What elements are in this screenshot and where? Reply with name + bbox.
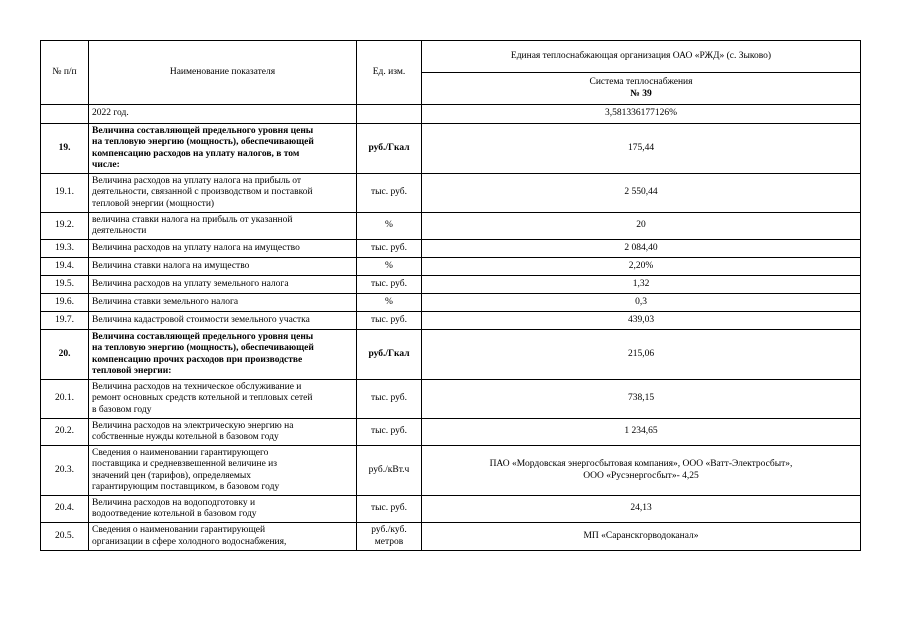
row-unit: руб./Гкал — [357, 124, 422, 174]
row-name: Величина составляющей предельного уровня цены на тепловую энергию (мощность), обеспечивающей компенсацию расходов на уплату налогов, в том числе: — [89, 124, 357, 174]
tariff-table — [40, 40, 861, 551]
row-unit: руб./Гкал — [357, 330, 422, 380]
row-value: 439,03 — [422, 312, 861, 330]
system-label: Система теплоснабжения — [589, 77, 693, 88]
year-unit — [357, 105, 422, 124]
table-row — [41, 523, 861, 551]
row-unit: тыс. руб. — [357, 419, 422, 446]
table-row — [41, 330, 861, 380]
row-number: 19.5. — [41, 276, 89, 294]
row-number: 19.2. — [41, 213, 89, 240]
row-number: 20.1. — [41, 380, 89, 419]
table-row — [41, 446, 861, 496]
row-value: 2 550,44 — [422, 174, 861, 213]
row-number: 19. — [41, 124, 89, 174]
row-name: Величина расходов на техническое обслуживание и ремонт основных средств котельной и тепловых сетей в базовом году — [89, 380, 357, 419]
row-value: 20 — [422, 213, 861, 240]
row-value: 2 084,40 — [422, 240, 861, 258]
row-value: 738,15 — [422, 380, 861, 419]
row-number: 20. — [41, 330, 89, 380]
row-unit: тыс. руб. — [357, 174, 422, 213]
row-name: Величина расходов на уплату налога на имущество — [89, 240, 357, 258]
row-name: величина ставки налога на прибыль от указанной деятельности — [89, 213, 357, 240]
row-name: Величина расходов на уплату земельного налога — [89, 276, 357, 294]
row-number: 19.7. — [41, 312, 89, 330]
row-unit: % — [357, 258, 422, 276]
header-num: № п/п — [41, 41, 89, 105]
table-row — [41, 213, 861, 240]
table-row — [41, 312, 861, 330]
year-label: 2022 год. — [89, 105, 357, 124]
row-name: Величина расходов на электрическую энергию на собственные нужды котельной в базовом году — [89, 419, 357, 446]
table-row — [41, 380, 861, 419]
table-row — [41, 124, 861, 174]
header-unit: Ед. изм. — [357, 41, 422, 105]
row-value: 175,44 — [422, 124, 861, 174]
table-row — [41, 258, 861, 276]
row-unit: тыс. руб. — [357, 312, 422, 330]
row-number: 20.2. — [41, 419, 89, 446]
row-name: Сведения о наименовании гарантирующей организации в сфере холодного водоснабжения, — [89, 523, 357, 551]
row-unit: тыс. руб. — [357, 496, 422, 523]
row-number: 19.3. — [41, 240, 89, 258]
table-row — [41, 419, 861, 446]
row-value: МП «Саранскгорводоканал» — [422, 523, 861, 551]
row-unit: тыс. руб. — [357, 276, 422, 294]
table-row — [41, 240, 861, 258]
table-body — [41, 124, 861, 551]
row-number: 20.4. — [41, 496, 89, 523]
row-name: Величина расходов на водоподготовку и водоотведение котельной в базовом году — [89, 496, 357, 523]
row-value: ПАО «Мордовская энергосбытовая компания», ООО «Ватт-Электросбыт», ООО «Русэнергосбыт»- 4,25 — [422, 446, 861, 496]
row-value: 215,06 — [422, 330, 861, 380]
row-unit: тыс. руб. — [357, 240, 422, 258]
header-system — [422, 73, 861, 105]
header-name: Наименование показателя — [89, 41, 357, 105]
row-name: Величина кадастровой стоимости земельного участка — [89, 312, 357, 330]
row-value: 0,3 — [422, 294, 861, 312]
row-unit: % — [357, 294, 422, 312]
year-value: 3,581336177126% — [422, 105, 861, 124]
table-row — [41, 174, 861, 213]
row-name: Сведения о наименовании гарантирующего поставщика и средневзвешенной величине из значений цен (тарифов), определяемых гарантирующим поставщиком, в базовом году — [89, 446, 357, 496]
table-row — [41, 294, 861, 312]
row-name: Величина расходов на уплату налога на прибыль от деятельности, связанной с производством и поставкой тепловой энергии (мощности) — [89, 174, 357, 213]
row-value: 24,13 — [422, 496, 861, 523]
header-org: Единая теплоснабжающая организация ОАО «РЖД» (с. Зыково) — [422, 41, 861, 73]
row-unit: руб./куб. метров — [357, 523, 422, 551]
row-value: 1 234,65 — [422, 419, 861, 446]
row-number: 20.3. — [41, 446, 89, 496]
row-name: Величина составляющей предельного уровня цены на тепловую энергию (мощность), обеспечивающей компенсацию прочих расходов при производстве тепловой энергии: — [89, 330, 357, 380]
row-unit: % — [357, 213, 422, 240]
year-num — [41, 105, 89, 124]
table-row — [41, 496, 861, 523]
row-unit: тыс. руб. — [357, 380, 422, 419]
row-value: 1,32 — [422, 276, 861, 294]
row-number: 19.4. — [41, 258, 89, 276]
row-name: Величина ставки земельного налога — [89, 294, 357, 312]
row-unit: руб./кВт.ч — [357, 446, 422, 496]
table-row — [41, 276, 861, 294]
row-name: Величина ставки налога на имущество — [89, 258, 357, 276]
row-number: 20.5. — [41, 523, 89, 551]
row-value: 2,20% — [422, 258, 861, 276]
row-number: 19.6. — [41, 294, 89, 312]
row-number: 19.1. — [41, 174, 89, 213]
system-number: № 39 — [630, 88, 652, 99]
